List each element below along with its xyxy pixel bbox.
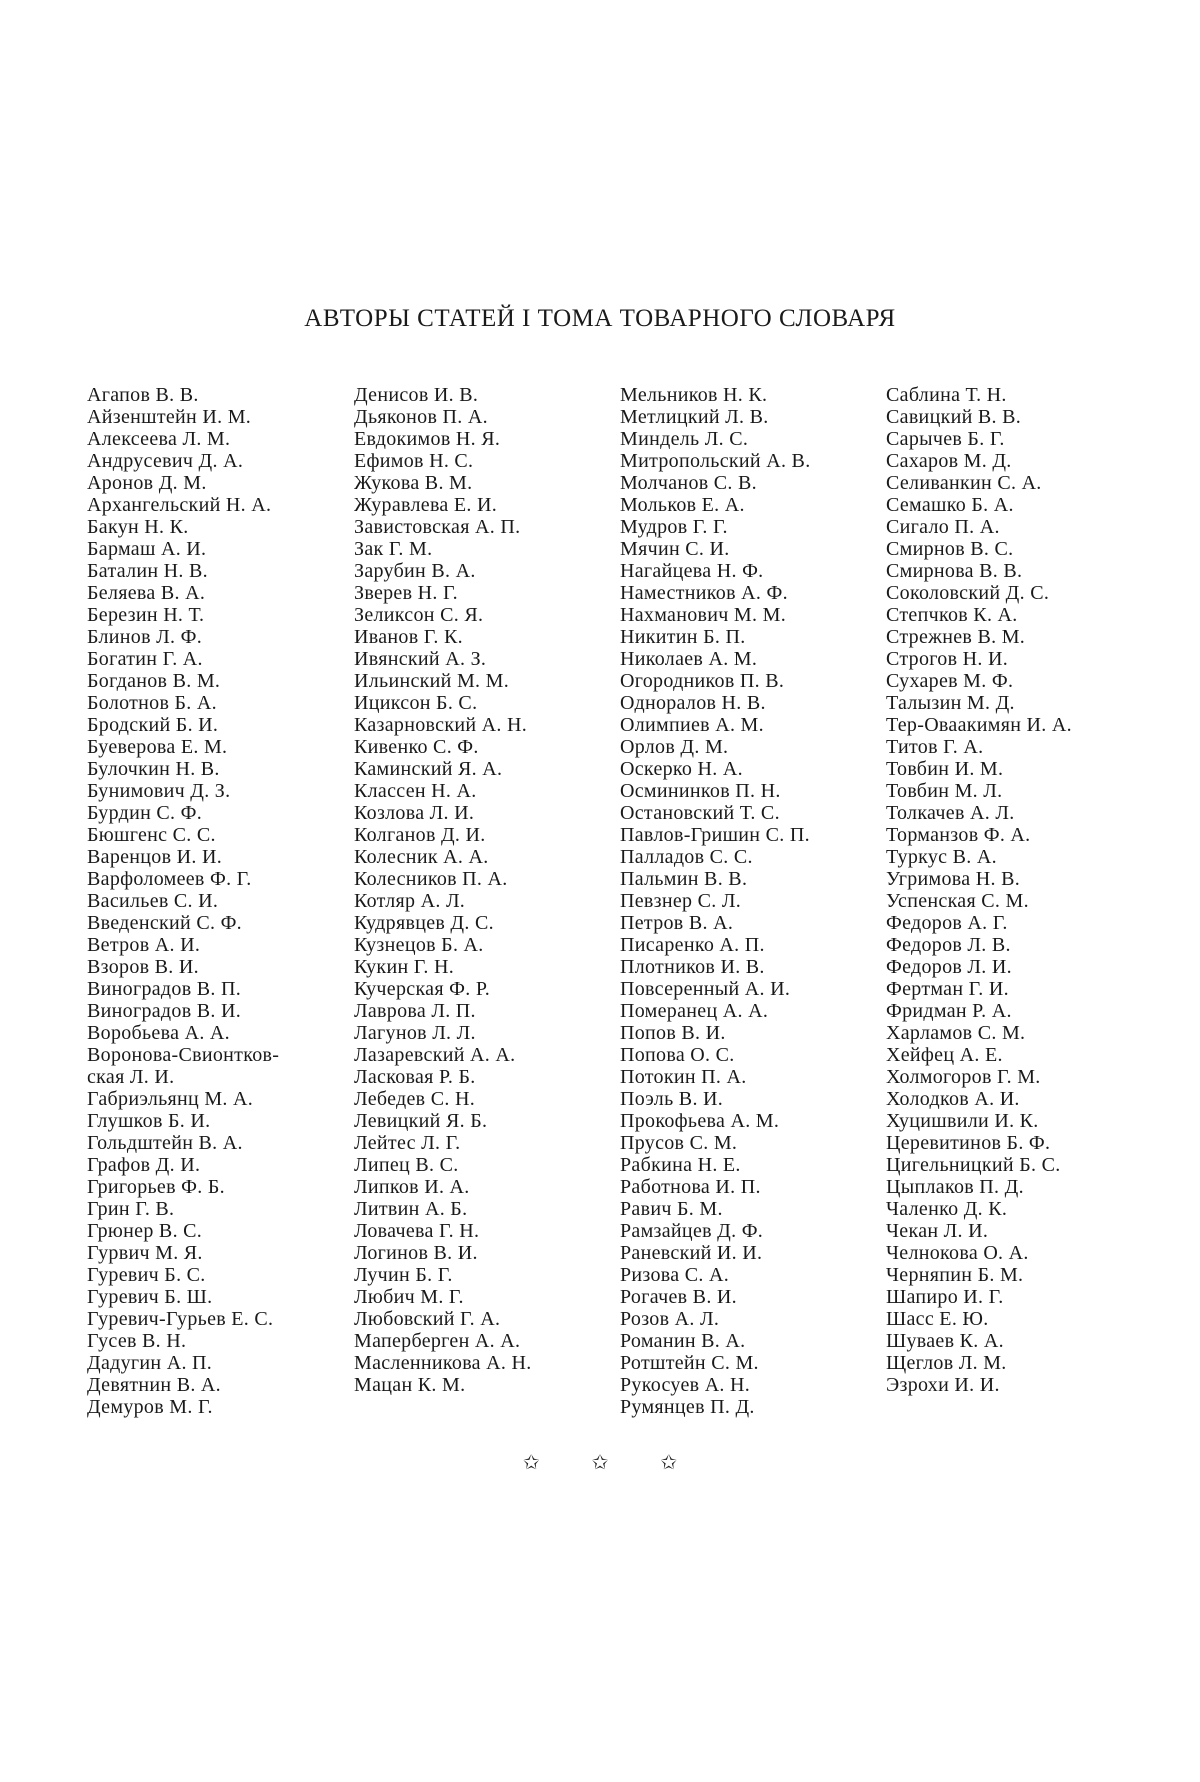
author-entry: Прусов С. М. [620,1132,738,1154]
author-entry: Угримова Н. В. [886,868,1021,890]
author-entry: Тер-Оваакимян И. А. [886,714,1072,736]
author-entry: Лаврова Л. П. [354,1000,476,1022]
author-entry: Холодков А. И. [886,1088,1020,1110]
author-entry: Васильев С. И. [87,890,219,912]
author-entry: Павлов-Гришин С. П. [620,824,810,846]
author-entry: Гурвич М. Я. [87,1242,203,1264]
author-entry: Алексеева Л. М. [87,428,231,450]
author-entry: Харламов С. М. [886,1022,1026,1044]
author-entry: Федоров Л. И. [886,956,1012,978]
author-entry: Равич Б. М. [620,1198,723,1220]
author-entry: Зверев Н. Г. [354,582,458,604]
author-entry: Лагунов Л. Л. [354,1022,476,1044]
author-entry: Колесник А. А. [354,846,489,868]
author-entry: Титов Г. А. [886,736,984,758]
author-entry: Попова О. С. [620,1044,735,1066]
author-entry: Бюшгенс С. С. [87,824,216,846]
author-entry: Бродский Б. И. [87,714,219,736]
author-entry: Хуцишвили И. К. [886,1110,1039,1132]
author-entry: Остановский Т. С. [620,802,780,824]
author-entry: Денисов И. В. [354,384,479,406]
author-entry: Гусев В. Н. [87,1330,187,1352]
author-entry: Мольков Е. А. [620,494,745,516]
author-entry: Чекан Л. И. [886,1220,989,1242]
author-entry: Саблина Т. Н. [886,384,1007,406]
author-entry: Колганов Д. И. [354,824,486,846]
author-entry: Раневский И. И. [620,1242,763,1264]
author-entry: Толкачев А. Л. [886,802,1015,824]
author-entry: Николаев А. М. [620,648,758,670]
author-entry: Козлова Л. И. [354,802,475,824]
author-entry: Палладов С. С. [620,846,753,868]
author-entry: Степчков К. А. [886,604,1018,626]
author-entry: Архангельский Н. А. [87,494,272,516]
author-entry: Ловачева Г. Н. [354,1220,480,1242]
author-entry: Литвин А. Б. [354,1198,468,1220]
author-entry: Чаленко Д. К. [886,1198,1008,1220]
author-entry: Соколовский Д. С. [886,582,1050,604]
author-entry: Строгов Н. И. [886,648,1008,670]
author-entry: Казарновский А. Н. [354,714,528,736]
authors-column-2 [354,384,532,1396]
author-entry: Прокофьева А. М. [620,1110,780,1132]
author-entry: Дадугин А. П. [87,1352,213,1374]
author-entry: Завистовская А. П. [354,516,521,538]
author-entry: Эзрохи И. И. [886,1374,1000,1396]
author-entry: Зак Г. М. [354,538,433,560]
author-entry: Бурдин С. Ф. [87,802,203,824]
author-entry: Булочкин Н. В. [87,758,220,780]
author-entry: Аронов Д. М. [87,472,207,494]
author-entry: Черняпин Б. М. [886,1264,1024,1286]
author-entry: Лебедев С. Н. [354,1088,476,1110]
author-entry: Кузнецов Б. А. [354,934,484,956]
author-entry: Глушков Б. И. [87,1110,211,1132]
author-entry: Оскерко Н. А. [620,758,743,780]
author-entry: Сахаров М. Д. [886,450,1012,472]
author-entry: Туркус В. А. [886,846,997,868]
author-entry: Маперберген А. А. [354,1330,521,1352]
author-entry: Масленникова А. Н. [354,1352,532,1374]
author-entry: Демуров М. Г. [87,1396,213,1418]
author-entry: Нагайцева Н. Ф. [620,560,764,582]
author-entry: Лазаревский А. А. [354,1044,516,1066]
author-entry: Блинов Л. Ф. [87,626,203,648]
author-entry: Логинов В. И. [354,1242,478,1264]
author-entry: Введенский С. Ф. [87,912,242,934]
author-entry: Ефимов Н. С. [354,450,474,472]
author-entry: Гуревич-Гурьев Е. С. [87,1308,274,1330]
author-entry: Богатин Г. А. [87,648,203,670]
author-entry: Воронова-Свионтков- [87,1044,280,1066]
author-entry: Успенская С. М. [886,890,1029,912]
author-entry: Варенцов И. И. [87,846,223,868]
author-entry: Березин Н. Т. [87,604,205,626]
author-entry: Беляева В. А. [87,582,206,604]
author-entry: Стрежнев В. М. [886,626,1026,648]
page-title: АВТОРЫ СТАТЕЙ I ТОМА ТОВАРНОГО СЛОВАРЯ [304,305,896,332]
author-entry: Цигельницкий Б. С. [886,1154,1061,1176]
author-entry: Мельников Н. К. [620,384,768,406]
author-entry: Товбин И. М. [886,758,1004,780]
author-entry: Кукин Г. Н. [354,956,455,978]
author-entry: Орлов Д. М. [620,736,729,758]
author-entry: Журавлева Е. И. [354,494,498,516]
author-entry: Зеликсон С. Я. [354,604,484,626]
author-entry: Бармаш А. И. [87,538,207,560]
author-entry: Розов А. Л. [620,1308,720,1330]
author-entry: Кудрявцев Д. С. [354,912,494,934]
author-entry: Любич М. Г. [354,1286,464,1308]
author-entry: Григорьев Ф. Б. [87,1176,225,1198]
author-entry: Повсеренный А. И. [620,978,791,1000]
author-entry: Работнова И. П. [620,1176,761,1198]
author-entry: Нахманович М. М. [620,604,786,626]
author-entry: Рогачев В. И. [620,1286,737,1308]
authors-list [87,384,1147,1434]
author-entry: Виноградов В. И. [87,1000,242,1022]
author-entry: Левицкий Я. Б. [354,1110,488,1132]
author-entry: Ризова С. А. [620,1264,730,1286]
author-entry: Взоров В. И. [87,956,199,978]
author-entry: Поэль В. И. [620,1088,724,1110]
author-entry: Грин Г. В. [87,1198,175,1220]
author-entry: Шуваев К. А. [886,1330,1004,1352]
authors-column-1 [87,384,279,1418]
author-entry: Лейтес Л. Г. [354,1132,461,1154]
author-entry: Кивенко С. Ф. [354,736,479,758]
author-entry: Рукосуев А. Н. [620,1374,751,1396]
author-entry: Молчанов С. В. [620,472,757,494]
author-entry: Липков И. А. [354,1176,470,1198]
author-entry: Селиванкин С. А. [886,472,1042,494]
author-entry: Смирнова В. В. [886,560,1023,582]
author-entry: Савицкий В. В. [886,406,1022,428]
author-entry: Холмогоров Г. М. [886,1066,1041,1088]
author-entry: Бакун Н. К. [87,516,189,538]
author-entry: Метлицкий Л. В. [620,406,769,428]
author-entry: Товбин М. Л. [886,780,1003,802]
author-entry: Певзнер С. Л. [620,890,742,912]
author-entry: Церевитинов Б. Ф. [886,1132,1051,1154]
author-entry: Сигало П. А. [886,516,1000,538]
author-entry: Андрусевич Д. А. [87,450,244,472]
author-entry: Померанец А. А. [620,1000,769,1022]
author-entry: Сухарев М. Ф. [886,670,1014,692]
author-entry: Евдокимов Н. Я. [354,428,501,450]
author-entry: Виноградов В. П. [87,978,242,1000]
author-entry: Ивянский А. З. [354,648,487,670]
author-entry: Шапиро И. Г. [886,1286,1004,1308]
author-entry: Варфоломеев Ф. Г. [87,868,252,890]
author-entry: Ициксон Б. С. [354,692,478,714]
author-entry: Грюнер В. С. [87,1220,203,1242]
author-entry: Романин В. А. [620,1330,746,1352]
author-entry: ская Л. И. [87,1066,175,1088]
author-entry: Бунимович Д. З. [87,780,231,802]
author-entry: Дьяконов П. А. [354,406,488,428]
author-entry: Шасс Е. Ю. [886,1308,989,1330]
author-entry: Ласковая Р. Б. [354,1066,476,1088]
author-entry: Ротштейн С. М. [620,1352,759,1374]
author-entry: Гуревич Б. С. [87,1264,206,1286]
author-entry: Щеглов Л. М. [886,1352,1007,1374]
author-entry: Румянцев П. Д. [620,1396,755,1418]
author-entry: Колесников П. А. [354,868,508,890]
author-entry: Айзенштейн И. М. [87,406,252,428]
author-entry: Плотников И. В. [620,956,765,978]
author-entry: Агапов В. В. [87,384,199,406]
star-ornament-icon: ✩✩✩ [522,1452,730,1474]
author-entry: Наместников А. Ф. [620,582,788,604]
author-entry: Ильинский М. М. [354,670,510,692]
author-entry: Миндель Л. С. [620,428,749,450]
author-entry: Гольдштейн В. А. [87,1132,243,1154]
author-entry: Котляр А. Л. [354,890,466,912]
author-entry: Любовский Г. А. [354,1308,501,1330]
author-entry: Талызин М. Д. [886,692,1015,714]
author-entry: Гуревич Б. Ш. [87,1286,213,1308]
author-entry: Пальмин В. В. [620,868,748,890]
author-entry: Классен Н. А. [354,780,477,802]
author-entry: Огородников П. В. [620,670,785,692]
author-entry: Смирнов В. С. [886,538,1014,560]
author-entry: Рамзайцев Д. Ф. [620,1220,764,1242]
author-entry: Никитин Б. П. [620,626,746,648]
authors-column-3 [620,384,811,1418]
author-entry: Рабкина Н. Е. [620,1154,741,1176]
author-entry: Попов В. И. [620,1022,726,1044]
author-entry: Мудров Г. Г. [620,516,728,538]
author-entry: Фридман Р. А. [886,1000,1012,1022]
author-entry: Хейфец А. Е. [886,1044,1003,1066]
author-entry: Потокин П. А. [620,1066,747,1088]
author-entry: Олимпиев А. М. [620,714,764,736]
author-entry: Иванов Г. К. [354,626,463,648]
author-entry: Баталин Н. В. [87,560,208,582]
authors-column-4 [886,384,1072,1396]
author-entry: Ветров А. И. [87,934,201,956]
author-entry: Зарубин В. А. [354,560,476,582]
author-entry: Габриэльянц М. А. [87,1088,254,1110]
author-entry: Богданов В. М. [87,670,221,692]
author-entry: Девятнин В. А. [87,1374,221,1396]
author-entry: Цыплаков П. Д. [886,1176,1024,1198]
author-entry: Жукова В. М. [354,472,473,494]
author-entry: Митропольский А. В. [620,450,811,472]
author-entry: Осмининков П. Н. [620,780,781,802]
author-entry: Челнокова О. А. [886,1242,1029,1264]
author-entry: Лучин Б. Г. [354,1264,453,1286]
author-entry: Федоров Л. В. [886,934,1011,956]
author-entry: Мячин С. И. [620,538,730,560]
author-entry: Каминский Я. А. [354,758,503,780]
author-entry: Липец В. С. [354,1154,459,1176]
author-entry: Петров В. А. [620,912,734,934]
author-entry: Мацан К. М. [354,1374,466,1396]
author-entry: Одноралов Н. В. [620,692,766,714]
author-entry: Писаренко А. П. [620,934,765,956]
author-entry: Торманзов Ф. А. [886,824,1031,846]
author-entry: Графов Д. И. [87,1154,201,1176]
author-entry: Фертман Г. И. [886,978,1009,1000]
author-entry: Федоров А. Г. [886,912,1008,934]
author-entry: Кучерская Ф. Р. [354,978,491,1000]
author-entry: Болотнов Б. А. [87,692,217,714]
author-entry: Семашко Б. А. [886,494,1014,516]
author-entry: Сарычев Б. Г. [886,428,1005,450]
author-entry: Воробьева А. А. [87,1022,230,1044]
author-entry: Буеверова Е. М. [87,736,228,758]
